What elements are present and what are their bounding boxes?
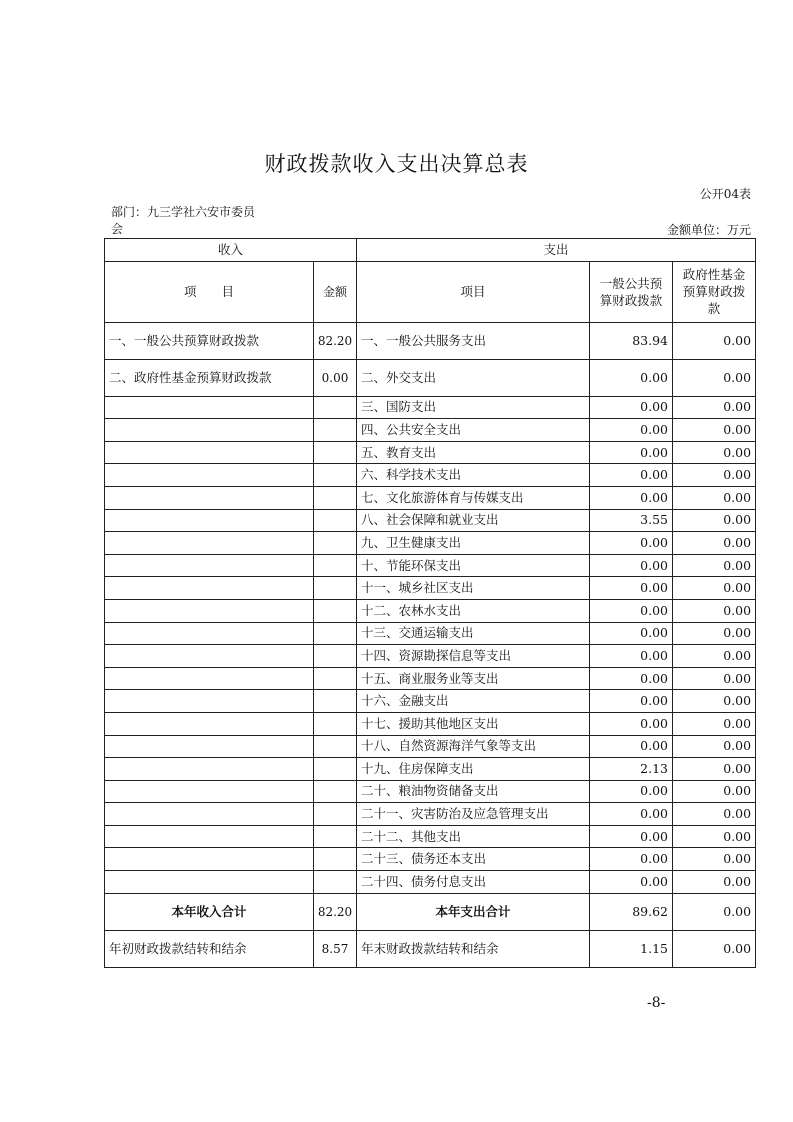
income-item [105,871,314,894]
gov-fund-amount: 0.00 [673,645,756,668]
expense-item: 十九、住房保障支出 [357,758,590,781]
table-row [105,396,756,419]
gov-fund-amount: 0.00 [673,441,756,464]
table-row [105,509,756,532]
income-amount [314,419,357,442]
income-item [105,577,314,600]
income-amount [314,486,357,509]
income-item [105,780,314,803]
gov-fund-amount: 0.00 [673,599,756,622]
table-row [105,441,756,464]
income-item: 二、政府性基金预算财政拨款 [105,359,314,396]
gov-fund-header: 政府性基金预算财政拨款 [673,261,756,322]
gov-fund-amount: 0.00 [673,803,756,826]
closing-balance-label: 年末财政拨款结转和结余 [357,930,590,967]
expense-item: 三、国防支出 [357,396,590,419]
column-header-row [105,261,756,322]
income-item [105,803,314,826]
table-row [105,577,756,600]
income-amount: 82.20 [314,322,357,359]
page-number: -8- [647,995,666,1011]
table-row [105,464,756,487]
income-item [105,554,314,577]
income-amount-header: 金额 [314,261,357,322]
income-amount [314,396,357,419]
expense-item: 二、外交支出 [357,359,590,396]
expense-item: 十一、城乡社区支出 [357,577,590,600]
table-row [105,690,756,713]
general-budget-amount: 0.00 [590,599,673,622]
expense-item: 十五、商业服务业等支出 [357,667,590,690]
expense-item: 十三、交通运输支出 [357,622,590,645]
expense-item: 十七、援助其他地区支出 [357,712,590,735]
income-item [105,645,314,668]
gov-fund-amount: 0.00 [673,622,756,645]
general-budget-amount: 0.00 [590,780,673,803]
table-row [105,667,756,690]
opening-balance-amount: 8.57 [314,930,357,967]
income-amount [314,599,357,622]
gov-fund-amount: 0.00 [673,735,756,758]
table-row [105,486,756,509]
income-amount: 0.00 [314,359,357,396]
table-row [105,871,756,894]
gov-fund-amount: 0.00 [673,486,756,509]
table-row [105,780,756,803]
expense-item: 十四、资源勘探信息等支出 [357,645,590,668]
income-amount [314,780,357,803]
expense-item-header: 项目 [357,261,590,322]
table-row [105,758,756,781]
table-row [105,645,756,668]
gov-fund-amount: 0.00 [673,396,756,419]
table-row [105,622,756,645]
income-item [105,486,314,509]
general-budget-amount: 83.94 [590,322,673,359]
table-row [105,532,756,555]
page-title: 财政拨款收入支出决算总表 [264,152,529,176]
gov-fund-amount: 0.00 [673,532,756,555]
gov-fund-amount: 0.00 [673,712,756,735]
expense-total-general: 89.62 [590,893,673,930]
general-budget-amount: 0.00 [590,803,673,826]
general-budget-header: 一般公共预算财政拨款 [590,261,673,322]
income-item [105,712,314,735]
table-row [105,419,756,442]
income-amount [314,532,357,555]
income-item [105,690,314,713]
income-amount [314,712,357,735]
general-budget-amount: 0.00 [590,554,673,577]
income-amount [314,871,357,894]
gov-fund-amount: 0.00 [673,554,756,577]
gov-fund-amount: 0.00 [673,825,756,848]
totals-row [105,893,756,930]
expense-total-fund: 0.00 [673,893,756,930]
income-amount [314,464,357,487]
expense-item: 九、卫生健康支出 [357,532,590,555]
expense-item: 十、节能环保支出 [357,554,590,577]
general-budget-amount: 2.13 [590,758,673,781]
general-budget-amount: 0.00 [590,735,673,758]
income-amount [314,690,357,713]
general-budget-amount: 0.00 [590,871,673,894]
expense-item: 七、文化旅游体育与传媒支出 [357,486,590,509]
gov-fund-amount: 0.00 [673,667,756,690]
general-budget-amount: 0.00 [590,464,673,487]
income-amount [314,441,357,464]
gov-fund-amount: 0.00 [673,509,756,532]
income-header: 收入 [105,239,357,262]
expense-item: 十八、自然资源海洋气象等支出 [357,735,590,758]
amount-unit: 金额单位：万元 [666,223,751,237]
department-label: 部门： [111,205,148,219]
income-total-amount: 82.20 [314,893,357,930]
income-amount [314,577,357,600]
expense-item: 二十三、债务还本支出 [357,848,590,871]
expense-total-label: 本年支出合计 [357,893,590,930]
gov-fund-amount: 0.00 [673,758,756,781]
department-name-cont: 会 [111,222,124,236]
expense-item: 一、一般公共服务支出 [357,322,590,359]
table-row [105,359,756,396]
income-item [105,464,314,487]
expense-header: 支出 [357,239,756,262]
income-amount [314,554,357,577]
income-item [105,532,314,555]
expense-item: 八、社会保障和就业支出 [357,509,590,532]
department-info [111,204,255,238]
general-budget-amount: 0.00 [590,359,673,396]
general-budget-amount: 0.00 [590,712,673,735]
expense-item: 六、科学技术支出 [357,464,590,487]
general-budget-amount: 0.00 [590,645,673,668]
table-row [105,848,756,871]
income-item [105,509,314,532]
general-budget-amount: 0.00 [590,532,673,555]
gov-fund-amount: 0.00 [673,419,756,442]
income-item [105,419,314,442]
gov-fund-amount: 0.00 [673,577,756,600]
table-row [105,803,756,826]
closing-balance-fund: 0.00 [673,930,756,967]
table-row [105,322,756,359]
expense-item: 二十、粮油物资储备支出 [357,780,590,803]
carryover-row [105,930,756,967]
income-amount [314,509,357,532]
department-name: 九三学社六安市委员 [147,205,256,219]
general-budget-amount: 0.00 [590,667,673,690]
income-item [105,441,314,464]
income-item [105,735,314,758]
income-item [105,825,314,848]
general-budget-amount: 0.00 [590,848,673,871]
table-row [105,735,756,758]
income-amount [314,803,357,826]
income-amount [314,645,357,668]
income-item: 一、一般公共预算财政拨款 [105,322,314,359]
table-row [105,554,756,577]
income-amount [314,848,357,871]
table-row [105,599,756,622]
opening-balance-label: 年初财政拨款结转和结余 [105,930,314,967]
general-budget-amount: 0.00 [590,622,673,645]
table-code: 公开04表 [699,187,751,201]
expense-item: 二十二、其他支出 [357,825,590,848]
gov-fund-amount: 0.00 [673,359,756,396]
general-budget-amount: 0.00 [590,486,673,509]
table-row [105,825,756,848]
income-item-header: 项 目 [105,261,314,322]
expense-item: 五、教育支出 [357,441,590,464]
general-budget-amount: 0.00 [590,441,673,464]
budget-table [104,238,756,968]
gov-fund-amount: 0.00 [673,871,756,894]
general-budget-amount: 0.00 [590,825,673,848]
income-item [105,758,314,781]
income-amount [314,735,357,758]
general-budget-amount: 3.55 [590,509,673,532]
gov-fund-amount: 0.00 [673,848,756,871]
general-budget-amount: 0.00 [590,419,673,442]
expense-item: 四、公共安全支出 [357,419,590,442]
income-amount [314,758,357,781]
income-item [105,396,314,419]
gov-fund-amount: 0.00 [673,690,756,713]
expense-item: 十二、农林水支出 [357,599,590,622]
income-total-label: 本年收入合计 [105,893,314,930]
expense-item: 二十一、灾害防治及应急管理支出 [357,803,590,826]
general-budget-amount: 0.00 [590,577,673,600]
gov-fund-amount: 0.00 [673,322,756,359]
table-row [105,712,756,735]
gov-fund-amount: 0.00 [673,780,756,803]
expense-item: 二十四、债务付息支出 [357,871,590,894]
general-budget-amount: 0.00 [590,396,673,419]
section-header-row [105,239,756,262]
income-amount [314,825,357,848]
income-item [105,667,314,690]
general-budget-amount: 0.00 [590,690,673,713]
gov-fund-amount: 0.00 [673,464,756,487]
income-item [105,848,314,871]
income-amount [314,622,357,645]
income-item [105,622,314,645]
expense-item: 十六、金融支出 [357,690,590,713]
closing-balance-general: 1.15 [590,930,673,967]
income-amount [314,667,357,690]
income-item [105,599,314,622]
